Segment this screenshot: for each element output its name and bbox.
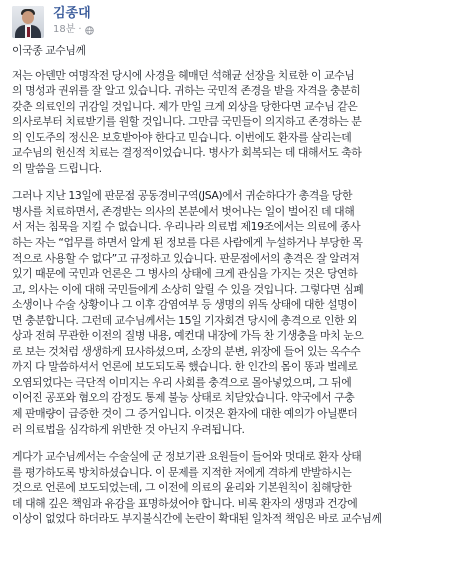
post-line: 상과 전혀 무관한 이전의 질병 내용, 예컨대 내장에 가득 찬 기생충을 마치 눈으 [12, 329, 364, 343]
post-line: 의 말씀을 드립니다. [12, 161, 102, 175]
post-line: 의사로부터 치료받기를 원할 것입니다. 그만큼 국민들이 의지하고 존경하는 분 [12, 115, 362, 129]
post-paragraph [12, 449, 440, 527]
post-line: 적으로 사용할 수 없다”고 규정하고 있습니다. 판문점에서의 총격은 잘 알려져 [12, 251, 360, 265]
post-line: 를 평가하도록 방치하셨습니다. 이 문제를 지적한 저에게 격하게 반발하시는 [12, 465, 352, 479]
post-header [12, 6, 94, 42]
post-line: 까지 다 말씀하셔서 언론에 보도되도록 했습니다. 한 인간의 몸이 똥과 벌레로 [12, 360, 358, 374]
post-line: 하는 자는 “업무를 하면서 알게 된 정보를 다른 사람에게 누설하거나 부당한 목 [12, 236, 363, 250]
post-line: 갖춘 의료인의 귀감일 것입니다. 제가 만일 크게 외상을 당한다면 교수님 같은 [12, 99, 358, 113]
post-line: 그러나 지난 13일에 판문점 공동경비구역(JSA)에서 귀순하다가 총격을 당한 [12, 189, 353, 203]
post-line: 게다가 교수님께서는 수술실에 군 정보기관 요원들이 들어와 멋대로 환자 상태 [12, 450, 362, 464]
post-line: 이상이 없었다 하더라도 부지불식간에 논란이 확대된 일차적 책임은 바로 교수님께 [12, 512, 382, 526]
post-line: 의 명성과 권위를 잘 알고 있습니다. 귀하는 국민적 존경을 받을 자격을 충분히 [12, 84, 361, 98]
author-name[interactable]: 김종대 [53, 6, 91, 21]
post-line: 면 충분합니다. 그런데 교수님께서는 15일 기자회견 당시에 총격으로 인한 외 [12, 313, 358, 327]
post-line: 러 의료법을 심각하게 위반한 것 아닌지 우려됩니다. [12, 422, 245, 436]
globe-icon[interactable] [85, 26, 94, 35]
post-line: 데 대해 깊은 책임과 유감을 표명하셨어야 합니다. 비록 환자의 생명과 건강에 [12, 496, 358, 510]
post-line: 교수님의 헌신적 치료는 결정적이었습니다. 병사가 회복되는 데 대해서도 축하 [12, 146, 362, 160]
post-line: 저는 아덴만 여명작전 당시에 사경을 헤매던 석해균 선장을 치료한 이 교수님 [12, 68, 355, 82]
scroll-fade [0, 536, 451, 563]
post-line: 소생이나 수술 상황이나 그 이후 감염여부 등 생명의 위독 상태에 대한 설명이 [12, 298, 358, 312]
post-salutation: 이국종 교수님께 [12, 44, 86, 57]
post-line: 오염되었다는 극단적 이미지는 우리 사회를 충격으로 몰아넣었으며, 그 뒤에 [12, 375, 352, 389]
post-paragraphs [12, 68, 440, 527]
post-meta [53, 6, 94, 36]
post-line: 이어진 공포와 혐오의 감정도 통제 불능 상태로 치닫았습니다. 약국에서 구충 [12, 391, 355, 405]
post-line: 제 판매량이 급증한 것이 그 증거입니다. 이것은 환자에 대한 예의가 아닐뿐더 [12, 407, 358, 421]
post-paragraph [12, 188, 440, 437]
post-timeline [53, 24, 94, 36]
post-line: 의 인도주의 정신은 보호받아야 한다고 믿습니다. 이번에도 환자를 살리는데 [12, 130, 352, 144]
post-timestamp[interactable]: 18분 [53, 24, 76, 35]
post-paragraph [12, 68, 440, 177]
post-line: 서 저는 침묵을 지킬 수 없습니다. 우리나라 의료법 제19조에서는 의료에 종사 [12, 220, 361, 234]
author-avatar[interactable] [12, 6, 44, 38]
post-line: 고, 의사는 이에 대해 국민들에게 소상히 알릴 수 있을 것입니다. 그렇다면 심폐 [12, 282, 364, 296]
post-body [12, 43, 440, 539]
post-line: 병사를 치료하면서, 존경받는 의사의 본분에서 벗어나는 일이 벌어진 데 대해 [12, 204, 355, 218]
post-line: 있기 때문에 국민과 언론은 그 병사의 상태에 크게 관심을 가지는 것은 당연하 [12, 267, 358, 281]
post-line: 로 보는 것처럼 생생하게 묘사하셨으며, 소장의 분변, 위장에 들어 있는 옥수수 [12, 344, 361, 358]
separator-dot: · [78, 24, 82, 35]
post-line: 것으로 언론에 보도되었는데, 그 이전에 의료의 윤리와 기본원칙이 침해당한 [12, 481, 352, 495]
